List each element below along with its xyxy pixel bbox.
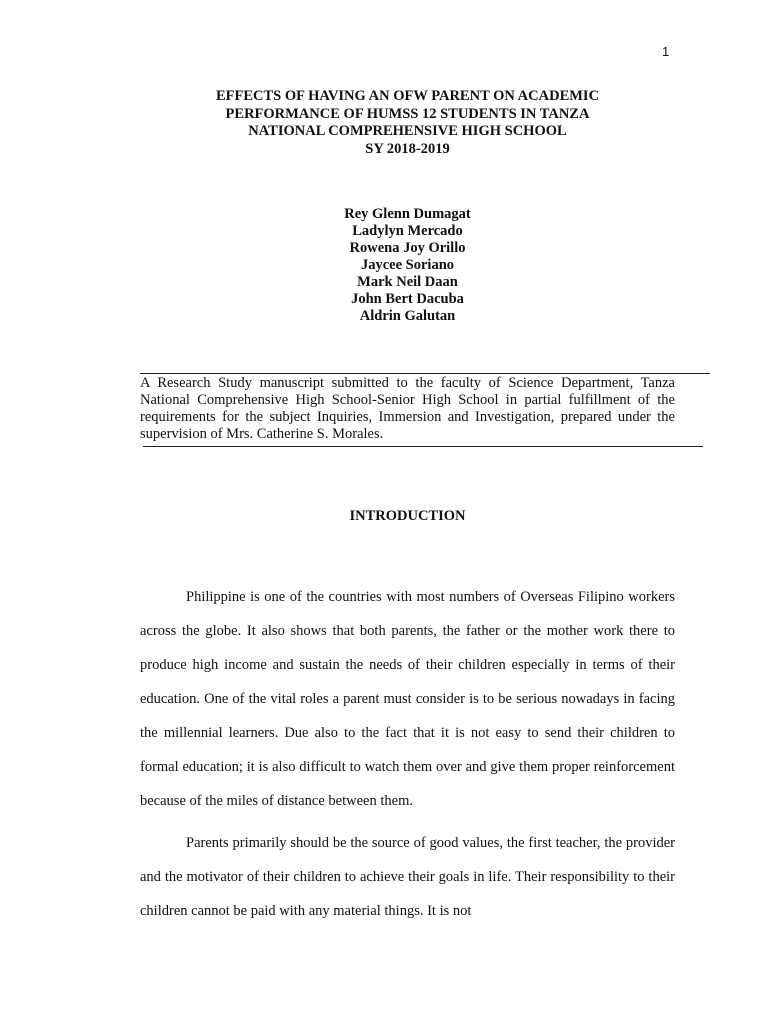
section-heading: INTRODUCTION xyxy=(349,508,466,524)
body-paragraph: Philippine is one of the countries with most numbers of Overseas Filipino workers across the globe. It also shows that both parents, the father or the mother work there to produce high income and sustain the needs of their children especially in terms of their education. One of the vital roles a parent must consider is to be serious nowadays in facing the millennial learners. Due also to the fact that it is not easy to send their children to formal education; it is also difficult to watch them over and give them proper reinforcement because of the miles of distance between them. xyxy=(140,589,675,809)
title-line: NATIONAL COMPREHENSIVE HIGH SCHOOL xyxy=(248,123,567,139)
title-line: EFFECTS OF HAVING AN OFW PARENT ON ACADEMIC xyxy=(215,88,600,104)
title-line: PERFORMANCE OF HUMSS 12 STUDENTS IN TANZA xyxy=(225,105,590,122)
document-title xyxy=(140,88,675,158)
author-name: Jaycee Soriano xyxy=(360,257,455,273)
divider-bottom xyxy=(143,446,703,447)
author-name: Aldrin Galutan xyxy=(359,308,456,324)
page-number: 1 xyxy=(662,44,670,59)
author-name: Rey Glenn Dumagat xyxy=(344,206,471,222)
author-name: Ladylyn Mercado xyxy=(352,223,463,239)
author-name: John Bert Dacuba xyxy=(351,291,464,307)
divider-top xyxy=(140,373,710,374)
body-paragraph: Parents primarily should be the source of good values, the first teacher, the provider and the motivator of their children to achieve their goals in life. Their responsibility to their children cannot be paid with any material things. It is not xyxy=(140,835,675,919)
submission-note: A Research Study manuscript submitted to the faculty of Science Department, Tanza National Comprehensive High School-Senior High School in partial fulfillment of the requirements for the subject Inquiries, Immersion and Investigation, prepared under the supervision of Mrs. Catherine S. Morales. xyxy=(140,375,675,442)
title-line: SY 2018-2019 xyxy=(365,140,450,157)
author-list xyxy=(140,206,675,325)
author-name: Rowena Joy Orillo xyxy=(349,240,466,256)
author-name: Mark Neil Daan xyxy=(357,274,458,290)
body-text xyxy=(140,580,675,936)
